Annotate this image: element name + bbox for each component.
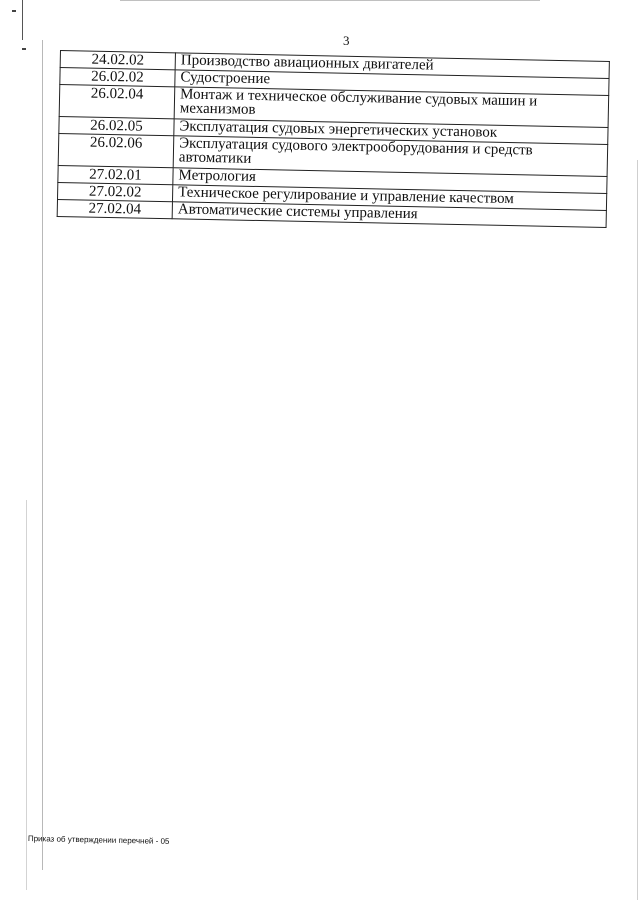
specialty-code: 26.02.05 xyxy=(59,116,174,135)
specialty-code: 24.02.02 xyxy=(60,51,175,70)
specialty-name: Техническое регулирование и управление качеством xyxy=(172,185,606,211)
specialty-name: Судостроение xyxy=(175,70,609,96)
scan-artifact-dot xyxy=(12,10,16,12)
scan-artifact-dot xyxy=(22,48,26,50)
specialty-code: 26.02.04 xyxy=(59,85,175,119)
scan-artifact-line xyxy=(42,40,43,870)
specialty-code: 27.02.01 xyxy=(58,165,173,184)
specialties-table xyxy=(57,50,610,228)
specialty-code: 27.02.02 xyxy=(57,182,172,201)
specialty-code: 26.02.06 xyxy=(58,133,174,167)
page-number: 3 xyxy=(343,33,350,48)
specialty-name: Монтаж и техническое обслуживание судовых машин и механизмов xyxy=(174,87,609,128)
scan-artifact-line xyxy=(26,500,27,890)
scan-artifact-line xyxy=(120,0,540,1)
scan-artifact-line xyxy=(22,0,23,40)
specialty-name: Метрология xyxy=(173,168,607,194)
specialty-name: Автоматические системы управления xyxy=(172,202,606,228)
specialty-code: 26.02.02 xyxy=(60,68,175,87)
specialty-name: Эксплуатация судового электрооборудования и средств автоматики xyxy=(173,136,608,177)
footer-note: Приказ об утверждении перечней - 05 xyxy=(27,834,170,846)
specialty-name: Производство авиационных двигателей xyxy=(175,53,609,79)
scan-artifact-line xyxy=(637,160,638,900)
specialty-code: 27.02.04 xyxy=(57,199,172,218)
specialty-name: Эксплуатация судовых энергетических установок xyxy=(174,119,608,145)
specialties-table-wrapper xyxy=(57,50,610,228)
